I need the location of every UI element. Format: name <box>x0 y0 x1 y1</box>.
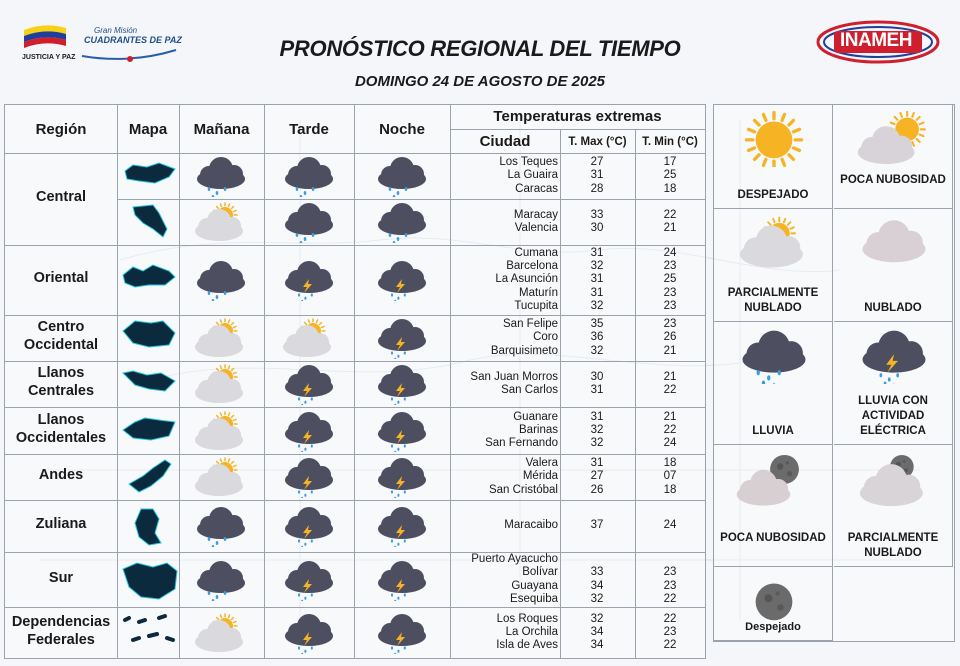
row-divider <box>5 500 705 501</box>
city-name: La Guaira <box>507 169 558 182</box>
tmin-value: 23 <box>663 579 677 592</box>
header-night: Noche <box>379 121 425 138</box>
forecast-table <box>4 104 706 659</box>
night-rain-icon <box>370 201 434 243</box>
region-map <box>119 199 179 250</box>
inameh-text: INAMEH <box>840 30 912 51</box>
afternoon-storm-icon <box>277 612 341 654</box>
tmin-value: 21 <box>663 222 677 234</box>
city-name: Puerto Ayacucho <box>471 552 558 565</box>
city-name: Mérida <box>522 470 558 483</box>
city-name: Maracaibo <box>504 519 558 532</box>
afternoon-rain-icon <box>277 155 341 197</box>
morning-partly-icon <box>189 317 253 359</box>
legend-label: NUBLADO <box>864 302 922 314</box>
night-storm-icon <box>370 612 434 654</box>
city-name: Tucupita <box>514 299 558 312</box>
legend-item <box>834 105 953 209</box>
tmax-value: 32 <box>590 423 604 436</box>
tmin-value: 22 <box>663 639 677 652</box>
region-label: Llanos Centrales <box>27 365 95 399</box>
morning-rain-icon <box>189 259 253 301</box>
morning-partly-icon <box>189 410 253 452</box>
tmin-value: 22 <box>663 592 677 605</box>
legend-item <box>714 105 833 209</box>
tmin-value: 21 <box>663 344 677 357</box>
afternoon-storm-icon <box>277 259 341 301</box>
city-name: Esequiba <box>510 592 558 605</box>
region-map <box>119 257 179 308</box>
tmin-value: 18 <box>663 182 677 195</box>
legend-item <box>714 567 833 641</box>
column-divider <box>179 105 180 658</box>
tmin-value: 22 <box>663 612 677 625</box>
tmax-value: 33 <box>590 208 604 221</box>
night-rain-icon <box>370 155 434 197</box>
region-map <box>119 503 179 554</box>
tmax-value: 32 <box>590 437 604 450</box>
region-label: Centro Occidental <box>23 319 99 353</box>
city-name: Coro <box>533 331 558 344</box>
tmax-value: 31 <box>590 246 604 259</box>
region-label: Llanos Occidentales <box>15 411 107 446</box>
region-map <box>119 454 179 505</box>
tmin-value: 24 <box>663 519 677 532</box>
tmin-value: 23 <box>663 299 677 312</box>
legend-item <box>714 209 833 322</box>
night-storm-icon <box>370 456 434 498</box>
tmin-value: 22 <box>663 208 677 221</box>
tmax-value: 32 <box>590 612 604 625</box>
subrow-divider <box>117 199 705 200</box>
city-name: Caracas <box>515 182 558 195</box>
city-name: Barinas <box>519 423 558 436</box>
legend-label: PARCIALMENTE NUBLADO <box>727 287 819 314</box>
region-map <box>119 361 179 412</box>
tmin-value: 23 <box>663 566 677 579</box>
city-name: La Orchila <box>505 625 558 638</box>
tmin-value: 17 <box>663 156 677 169</box>
tmin-value: 22 <box>663 423 677 436</box>
row-divider <box>5 315 705 316</box>
tmax-value: 32 <box>590 344 604 357</box>
region-map <box>119 408 179 459</box>
afternoon-storm-icon <box>277 363 341 405</box>
afternoon-storm-icon <box>277 505 341 547</box>
row-divider <box>5 153 705 154</box>
tmax-value: 34 <box>590 639 604 652</box>
region-label: Andes <box>38 467 84 483</box>
row-divider <box>5 552 705 553</box>
morning-partly-icon <box>189 363 253 405</box>
row-divider <box>5 361 705 362</box>
city-name: San Carlos <box>501 384 558 396</box>
tmax-value: 31 <box>590 286 604 299</box>
tmin-value: 18 <box>663 483 677 496</box>
tmax-value: 33 <box>590 566 604 579</box>
city-name: Cumana <box>514 246 558 259</box>
region-label: Dependencias Federales <box>11 613 111 648</box>
city-name: Guayana <box>511 579 558 592</box>
tmax-value: 30 <box>590 370 604 383</box>
night-storm-icon <box>370 505 434 547</box>
tmax-value: 31 <box>590 169 604 182</box>
tmin-value: 18 <box>663 457 677 470</box>
tmin-value: 23 <box>663 318 677 331</box>
legend-panel <box>713 104 955 642</box>
legend-item <box>834 322 953 445</box>
city-name: Barcelona <box>506 260 558 273</box>
city-name: San Felipe <box>503 318 558 331</box>
header-region: Región <box>35 121 87 138</box>
tmin-value: 24 <box>663 246 677 259</box>
tmax-value: 32 <box>590 592 604 605</box>
legend-item <box>714 322 833 445</box>
night-storm-icon <box>370 363 434 405</box>
header-tmin: T. Min (°C) <box>642 136 698 148</box>
legend-label: LLUVIA <box>752 425 794 437</box>
city-name: San Juan Morros <box>470 370 558 383</box>
tmax-value: 37 <box>590 519 604 532</box>
row-divider <box>5 607 705 608</box>
header <box>0 0 960 100</box>
logo-gm-line2: CUADRANTES DE PAZ <box>84 35 182 45</box>
city-name: Maracay <box>513 208 558 221</box>
tmin-value: 25 <box>663 273 677 286</box>
city-name: San Cristóbal <box>488 483 558 496</box>
tmax-value: 34 <box>590 625 604 638</box>
tmax-value: 31 <box>590 384 604 396</box>
legend-label: POCA NUBOSIDAD <box>840 174 946 186</box>
column-divider <box>117 105 118 658</box>
legend-item <box>834 445 953 567</box>
row-divider <box>5 454 705 455</box>
afternoon-storm-icon <box>277 559 341 601</box>
morning-partly-icon <box>189 612 253 654</box>
night-storm-icon <box>370 259 434 301</box>
legend-item <box>714 445 833 567</box>
tmax-value: 30 <box>590 222 604 234</box>
tmax-value: 35 <box>590 318 604 331</box>
afternoon-storm-icon <box>277 456 341 498</box>
legend-item <box>834 209 953 322</box>
tmax-value: 31 <box>590 273 604 286</box>
region-label: Central <box>36 189 86 205</box>
legend-label: Despejado <box>745 621 801 633</box>
temps-header-divider <box>450 129 705 130</box>
city-name: Valera <box>525 457 558 470</box>
tmax-value: 32 <box>590 260 604 273</box>
city-name: San Fernando <box>485 437 558 450</box>
tmax-value: 27 <box>590 156 604 169</box>
night-storm-icon <box>370 317 434 359</box>
morning-rain-icon <box>189 559 253 601</box>
region-map <box>119 557 179 608</box>
legend-label: LLUVIA CON ACTIVIDAD ELÉCTRICA <box>858 395 928 437</box>
city-name: Maturín <box>519 286 558 299</box>
region-map <box>119 610 179 661</box>
tmax-value: 36 <box>590 331 604 344</box>
legend-label: POCA NUBOSIDAD <box>720 532 826 544</box>
afternoon-partly-icon <box>277 317 341 359</box>
page-date: DOMINGO 24 DE AGOSTO DE 2025 <box>354 73 606 90</box>
city-name: Bolívar <box>522 566 558 579</box>
morning-rain-icon <box>189 505 253 547</box>
inameh-logo <box>814 18 942 66</box>
morning-partly-icon <box>189 201 253 243</box>
header-morning: Mañana <box>193 121 250 138</box>
tmin-value: 25 <box>663 169 677 182</box>
tmin-value: 21 <box>663 370 677 383</box>
tmin-value: 07 <box>663 470 677 483</box>
tmax-value: 31 <box>590 410 604 423</box>
city-name: Barquisimeto <box>490 344 558 357</box>
logo-gm-line1: Gran Misión <box>94 26 138 35</box>
night-storm-icon <box>370 559 434 601</box>
tmax-value: 28 <box>590 182 604 195</box>
tmin-value: 23 <box>663 286 677 299</box>
city-name: Guanare <box>513 410 558 423</box>
region-label: Oriental <box>33 270 89 286</box>
row-divider <box>5 407 705 408</box>
column-divider <box>354 105 355 658</box>
tmax-value: 26 <box>590 483 604 496</box>
region-label: Zuliana <box>35 516 87 532</box>
tmin-value: 21 <box>663 410 677 423</box>
city-name: Los Roques <box>496 612 558 625</box>
page-title: PRONÓSTICO REGIONAL DEL TIEMPO <box>279 36 681 61</box>
night-storm-icon <box>370 410 434 452</box>
tmax-value: 27 <box>590 470 604 483</box>
tmin-value: 23 <box>663 625 677 638</box>
column-divider <box>264 105 265 658</box>
tmax-value: 34 <box>590 579 604 592</box>
legend-label: DESPEJADO <box>737 189 809 201</box>
tmax-value: 32 <box>590 299 604 312</box>
header-afternoon: Tarde <box>289 121 329 138</box>
header-map: Mapa <box>128 121 168 138</box>
header-tmax: T. Max (°C) <box>568 136 627 148</box>
header-temps: Temperaturas extremas <box>493 108 662 125</box>
city-name: La Asunción <box>495 273 558 286</box>
region-map <box>119 315 179 366</box>
region-map <box>119 153 179 204</box>
morning-rain-icon <box>189 155 253 197</box>
city-name: Valencia <box>514 222 558 234</box>
region-label: Sur <box>48 569 74 586</box>
tmax-value: 31 <box>590 457 604 470</box>
afternoon-storm-icon <box>277 410 341 452</box>
city-name: Los Teques <box>499 156 558 169</box>
tmin-value: 22 <box>663 384 677 396</box>
header-city: Ciudad <box>479 133 531 150</box>
city-name: Isla de Aves <box>496 639 558 652</box>
afternoon-rain-icon <box>277 201 341 243</box>
logo-caption: JUSTICIA Y PAZ <box>22 54 76 61</box>
legend-label: PARCIALMENTE NUBLADO <box>847 532 939 559</box>
tmin-value: 23 <box>663 260 677 273</box>
morning-partly-icon <box>189 456 253 498</box>
tmin-value: 24 <box>663 437 677 450</box>
tmin-value: 26 <box>663 331 677 344</box>
